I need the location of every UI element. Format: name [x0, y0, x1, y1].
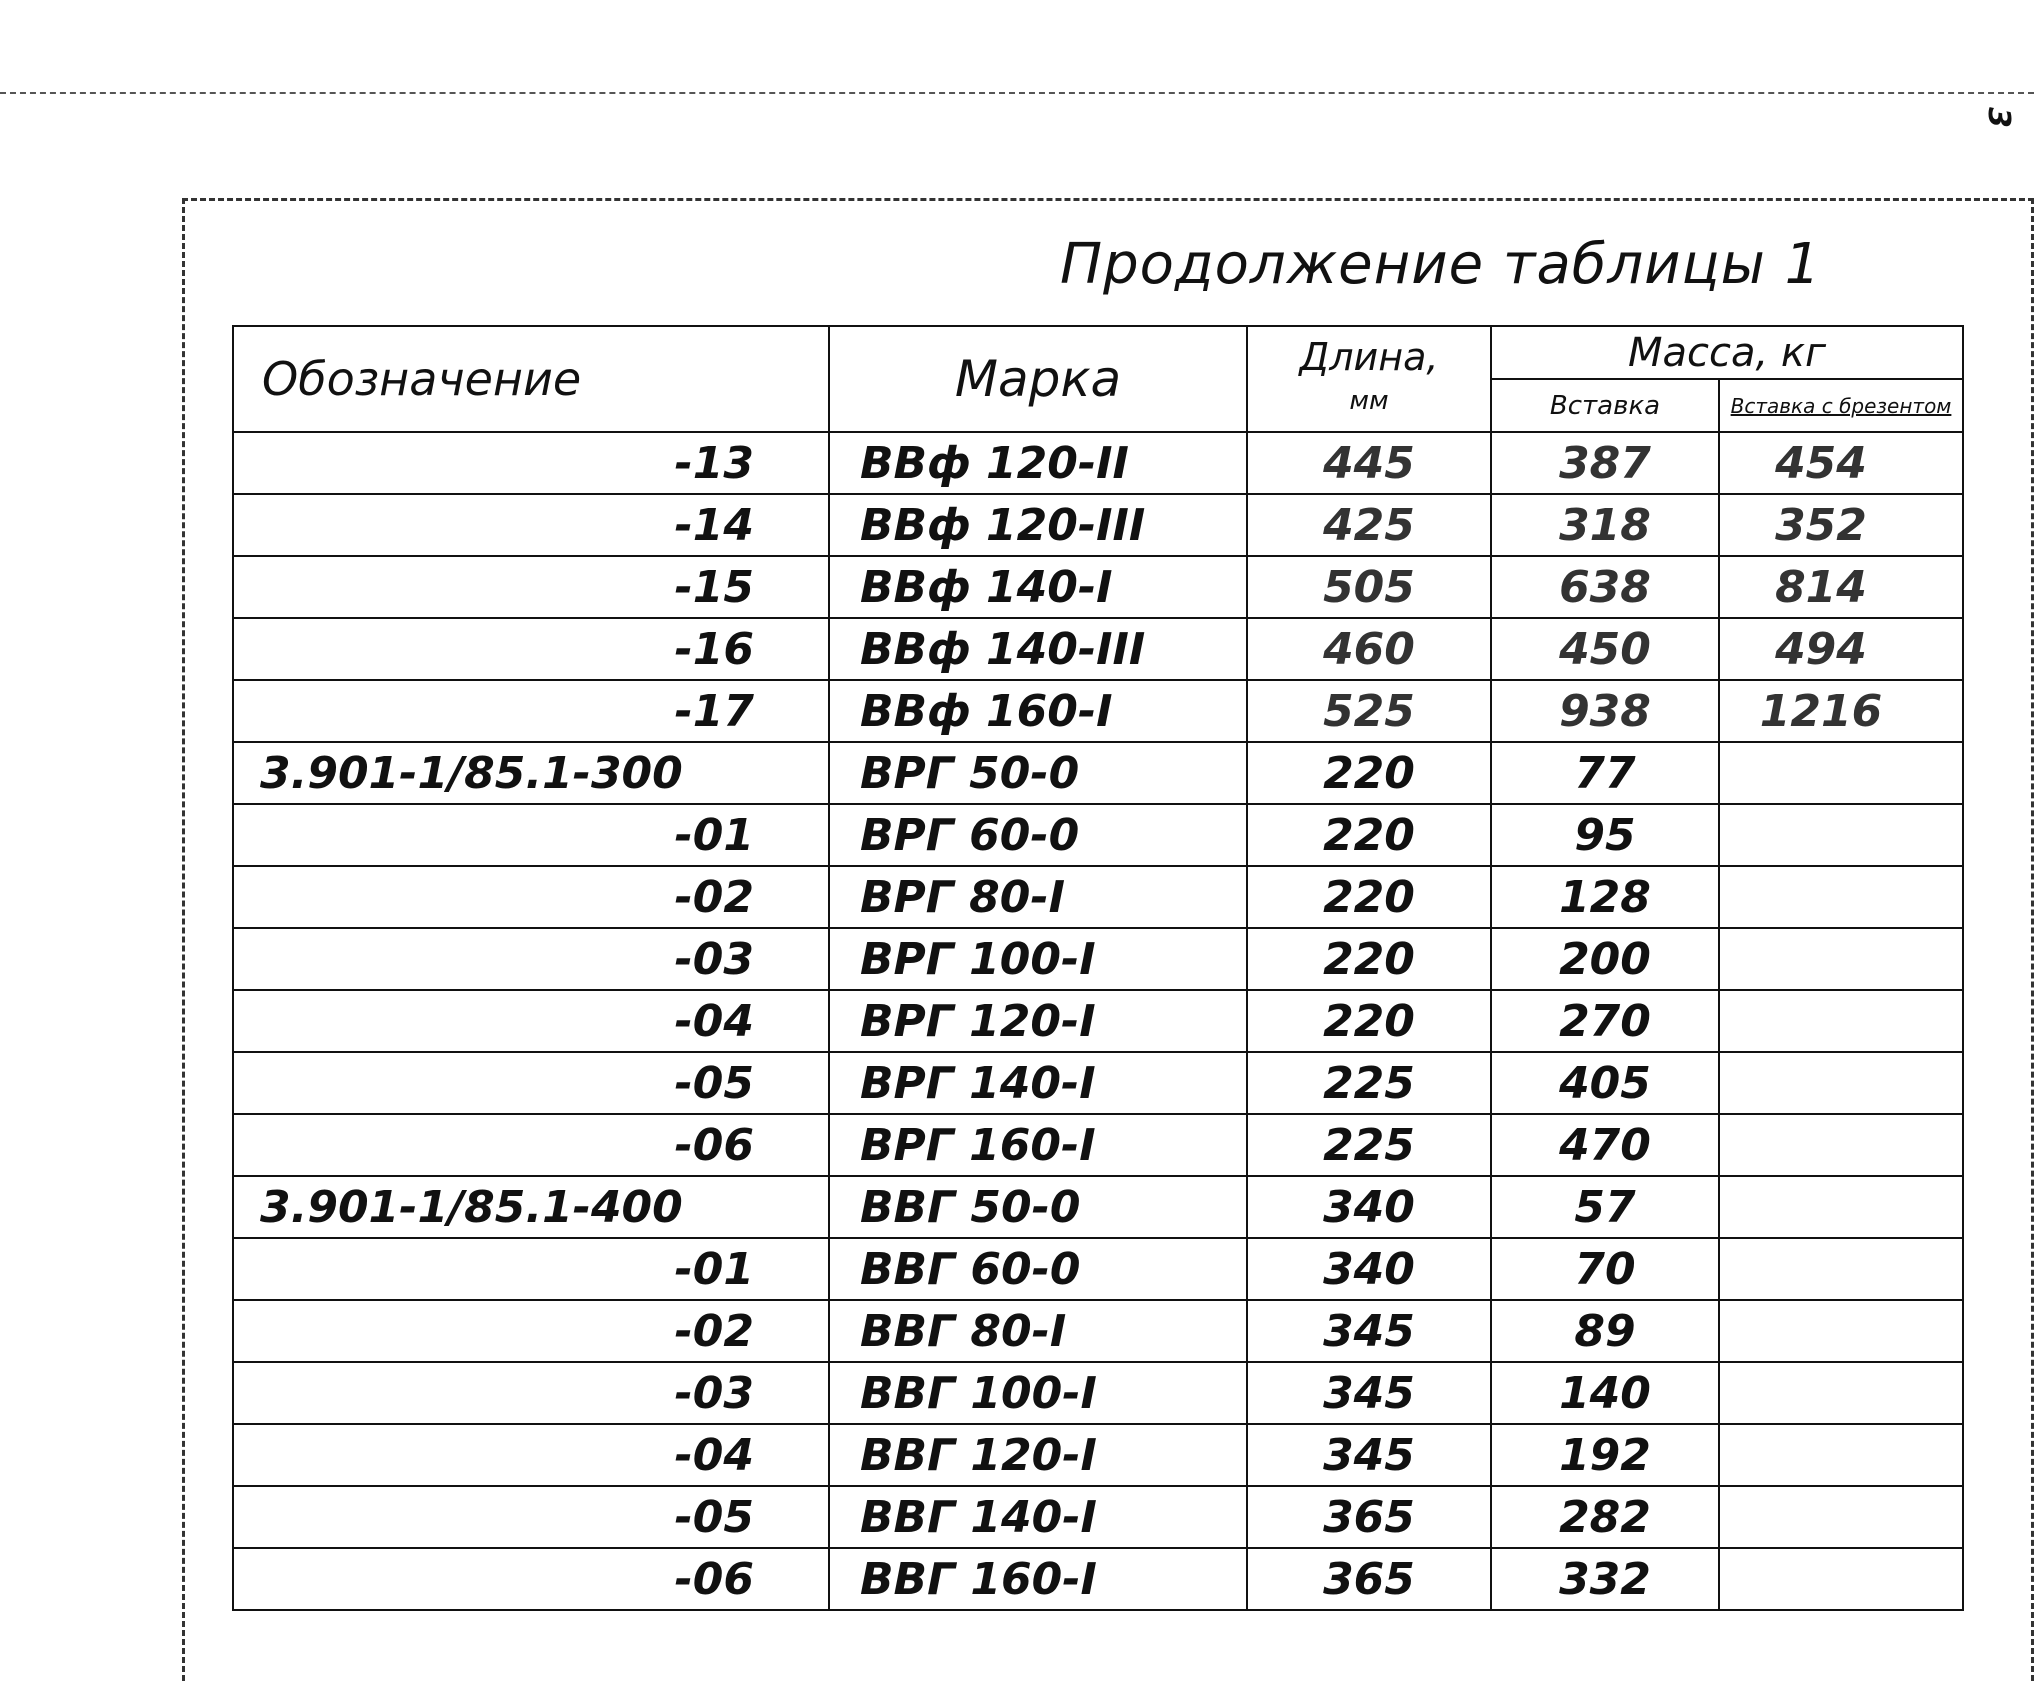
cell-brand: ВВГ 160-I	[829, 1548, 1247, 1610]
cell-brand: ВВф 140-III	[829, 618, 1247, 680]
cell-brand: ВРГ 160-I	[829, 1114, 1247, 1176]
cell-length: 345	[1247, 1424, 1491, 1486]
table-row	[233, 804, 1963, 866]
cell-designation: -04	[233, 1424, 829, 1486]
table-row	[233, 556, 1963, 618]
cell-mass-insert: 450	[1491, 618, 1719, 680]
cell-designation: -01	[233, 1238, 829, 1300]
cell-designation: -03	[233, 928, 829, 990]
cell-designation: 3.901-1/85.1-300	[233, 742, 829, 804]
cell-mass-insert: 77	[1491, 742, 1719, 804]
cell-mass-insert: 270	[1491, 990, 1719, 1052]
cell-designation: -16	[233, 618, 829, 680]
cell-brand: ВВГ 120-I	[829, 1424, 1247, 1486]
cell-mass-insert-frame	[1719, 742, 1963, 804]
cell-length: 445	[1247, 432, 1491, 494]
cell-mass-insert-frame: 1216	[1719, 680, 1963, 742]
cell-mass-insert: 140	[1491, 1362, 1719, 1424]
cell-brand: ВРГ 120-I	[829, 990, 1247, 1052]
cell-brand: ВВф 160-I	[829, 680, 1247, 742]
cell-length: 345	[1247, 1300, 1491, 1362]
cell-length: 365	[1247, 1486, 1491, 1548]
cell-mass-insert: 200	[1491, 928, 1719, 990]
table-row	[233, 618, 1963, 680]
table-row	[233, 1300, 1963, 1362]
cell-designation: -03	[233, 1362, 829, 1424]
cell-length: 505	[1247, 556, 1491, 618]
cell-length: 345	[1247, 1362, 1491, 1424]
cell-brand: ВВГ 80-I	[829, 1300, 1247, 1362]
cell-mass-insert: 89	[1491, 1300, 1719, 1362]
cell-mass-insert: 57	[1491, 1176, 1719, 1238]
cell-length: 340	[1247, 1238, 1491, 1300]
cell-length: 340	[1247, 1176, 1491, 1238]
cell-mass-insert: 318	[1491, 494, 1719, 556]
table-row	[233, 1424, 1963, 1486]
cell-mass-insert-frame	[1719, 1052, 1963, 1114]
cell-length: 225	[1247, 1114, 1491, 1176]
specification-table	[232, 325, 1964, 1611]
cell-mass-insert-frame	[1719, 866, 1963, 928]
cell-mass-insert: 128	[1491, 866, 1719, 928]
cell-brand: ВВф 140-I	[829, 556, 1247, 618]
cell-length: 220	[1247, 928, 1491, 990]
cell-designation: -01	[233, 804, 829, 866]
cell-mass-insert: 470	[1491, 1114, 1719, 1176]
cell-designation: -04	[233, 990, 829, 1052]
cell-designation: -06	[233, 1548, 829, 1610]
cell-mass-insert-frame	[1719, 990, 1963, 1052]
cell-brand: ВВГ 100-I	[829, 1362, 1247, 1424]
cell-designation: -05	[233, 1052, 829, 1114]
sheet-mark: 3	[1980, 107, 2016, 128]
cell-mass-insert-frame: 814	[1719, 556, 1963, 618]
cell-length: 220	[1247, 742, 1491, 804]
table-body	[233, 432, 1963, 1610]
cell-mass-insert: 638	[1491, 556, 1719, 618]
cell-mass-insert: 332	[1491, 1548, 1719, 1610]
table-row	[233, 742, 1963, 804]
table-row	[233, 1114, 1963, 1176]
cell-brand: ВРГ 50-0	[829, 742, 1247, 804]
header-length	[1247, 326, 1491, 432]
cell-designation: -02	[233, 866, 829, 928]
cell-length: 425	[1247, 494, 1491, 556]
cell-brand: ВРГ 140-I	[829, 1052, 1247, 1114]
table-row	[233, 1486, 1963, 1548]
cell-brand: ВВГ 140-I	[829, 1486, 1247, 1548]
cell-length: 220	[1247, 866, 1491, 928]
table-row	[233, 1176, 1963, 1238]
cell-designation: 3.901-1/85.1-400	[233, 1176, 829, 1238]
cell-mass-insert-frame	[1719, 1548, 1963, 1610]
table-header	[233, 326, 1963, 432]
cell-brand: ВВф 120-III	[829, 494, 1247, 556]
cell-brand: ВРГ 80-I	[829, 866, 1247, 928]
table-row	[233, 1548, 1963, 1610]
cell-brand: ВРГ 60-0	[829, 804, 1247, 866]
table-row	[233, 494, 1963, 556]
table-row	[233, 990, 1963, 1052]
table-row	[233, 866, 1963, 928]
page-title: Продолжение таблицы 1	[1060, 232, 1822, 297]
cell-designation: -15	[233, 556, 829, 618]
cell-mass-insert-frame	[1719, 1238, 1963, 1300]
header-length-line2: мм	[1349, 386, 1389, 416]
cell-mass-insert-frame	[1719, 1362, 1963, 1424]
cell-mass-insert-frame	[1719, 1486, 1963, 1548]
cell-mass-insert: 70	[1491, 1238, 1719, 1300]
cell-mass-insert-frame	[1719, 1176, 1963, 1238]
cell-mass-insert: 95	[1491, 804, 1719, 866]
cell-designation: -06	[233, 1114, 829, 1176]
cell-mass-insert: 282	[1491, 1486, 1719, 1548]
cell-length: 220	[1247, 804, 1491, 866]
cell-designation: -02	[233, 1300, 829, 1362]
header-brand: Марка	[829, 326, 1247, 432]
cell-mass-insert-frame: 352	[1719, 494, 1963, 556]
top-dashed-rule	[0, 92, 2034, 94]
header-mass-insert-frame: Вставка с брезентом	[1719, 379, 1963, 432]
cell-mass-insert: 387	[1491, 432, 1719, 494]
table-row	[233, 432, 1963, 494]
cell-mass-insert-frame: 454	[1719, 432, 1963, 494]
cell-brand: ВВГ 50-0	[829, 1176, 1247, 1238]
cell-brand: ВРГ 100-I	[829, 928, 1247, 990]
cell-length: 225	[1247, 1052, 1491, 1114]
cell-mass-insert: 192	[1491, 1424, 1719, 1486]
cell-designation: -14	[233, 494, 829, 556]
cell-mass-insert-frame	[1719, 1424, 1963, 1486]
header-designation: Обозначение	[233, 326, 829, 432]
cell-designation: -05	[233, 1486, 829, 1548]
table-row	[233, 928, 1963, 990]
cell-mass-insert-frame: 494	[1719, 618, 1963, 680]
table-row	[233, 1052, 1963, 1114]
cell-length: 525	[1247, 680, 1491, 742]
table-row	[233, 680, 1963, 742]
cell-mass-insert-frame	[1719, 804, 1963, 866]
cell-mass-insert: 938	[1491, 680, 1719, 742]
header-mass-insert: Вставка	[1491, 379, 1719, 432]
header-mass: Масса, кг	[1491, 326, 1963, 379]
cell-brand: ВВф 120-II	[829, 432, 1247, 494]
cell-mass-insert-frame	[1719, 1114, 1963, 1176]
cell-length: 460	[1247, 618, 1491, 680]
table-row	[233, 1362, 1963, 1424]
cell-mass-insert-frame	[1719, 1300, 1963, 1362]
cell-designation: -13	[233, 432, 829, 494]
cell-mass-insert: 405	[1491, 1052, 1719, 1114]
header-length-line1: Длина,	[1299, 335, 1439, 379]
table-row	[233, 1238, 1963, 1300]
cell-mass-insert-frame	[1719, 928, 1963, 990]
cell-length: 365	[1247, 1548, 1491, 1610]
cell-length: 220	[1247, 990, 1491, 1052]
cell-designation: -17	[233, 680, 829, 742]
cell-brand: ВВГ 60-0	[829, 1238, 1247, 1300]
